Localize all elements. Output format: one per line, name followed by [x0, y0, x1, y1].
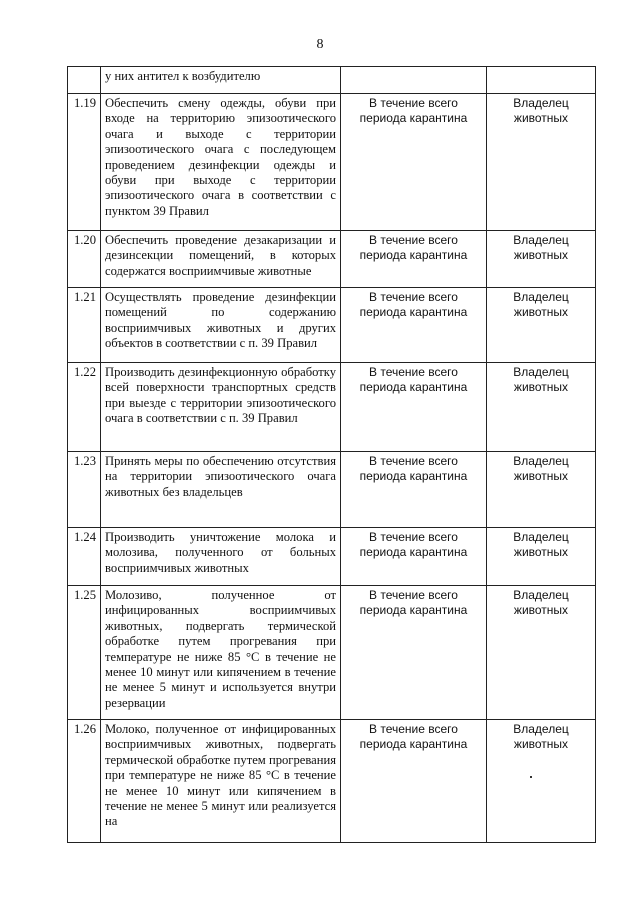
responsible-cell: Владелец животных: [487, 94, 596, 231]
page-number: 8: [316, 37, 324, 52]
item-number-cell: 1.22: [68, 363, 101, 452]
responsible-cell: Владелец животных: [487, 288, 596, 363]
table-row: [68, 452, 596, 528]
responsible-cell: Владелец животных: [487, 586, 596, 720]
table-row: [68, 586, 596, 720]
responsible-cell: [487, 67, 596, 94]
responsible-cell: Владелец животных: [487, 452, 596, 528]
responsible-cell: Владелец животных: [487, 231, 596, 288]
item-number-cell: 1.25: [68, 586, 101, 720]
measure-description-cell: Обеспечить проведение дезакаризации и дезинсекции помещений, в которых содержатся восприимчивые животные: [101, 231, 341, 288]
measure-description-cell: Молоко, полученное от инфицированных восприимчивых животных, подвергать термической обработке путем прогревания при температуре не ниже 85 °С в течение не менее 10 минут или кипячением в течение не менее 5 минут или реализуется на: [101, 720, 341, 843]
table-row: [68, 94, 596, 231]
measure-description-cell: Производить дезинфекционную обработку всей поверхности транспортных средств при выезде с территории эпизоотического очага в соответствии с п. 39 Правил: [101, 363, 341, 452]
measure-description-cell: Осуществлять проведение дезинфекции помещений по содержанию восприимчивых животных и других объектов в соответствии с п. 39 Правил: [101, 288, 341, 363]
table-row: [68, 288, 596, 363]
table-row: [68, 720, 596, 843]
item-number-cell: 1.24: [68, 528, 101, 586]
responsible-cell: Владелец животных: [487, 363, 596, 452]
term-cell: В течение всего периода карантина: [341, 720, 487, 843]
item-number-cell: 1.20: [68, 231, 101, 288]
item-number-cell: [68, 67, 101, 94]
term-cell: В течение всего периода карантина: [341, 363, 487, 452]
term-cell: В течение всего периода карантина: [341, 586, 487, 720]
measure-description-cell: Молозиво, полученное от инфицированных восприимчивых животных, подвергать термической обработке путем прогревания при температуре не ниже 85 °С в течение не менее 10 минут или кипячением в течение не менее 5 минут и используется внутри резервации: [101, 586, 341, 720]
table-row: [68, 363, 596, 452]
measure-description-cell: у них антител к возбудителю: [101, 67, 341, 94]
term-cell: В течение всего периода карантина: [341, 94, 487, 231]
stray-mark: [530, 776, 532, 778]
table-row: [68, 528, 596, 586]
measure-description-cell: Обеспечить смену одежды, обуви при входе на территорию эпизоотического очага и выходе с территории эпизоотического очага с последующем проведением дезинфекции одежды и обуви при выходе с территории эпизоотического очага в соответствии с пунктом 39 Правил: [101, 94, 341, 231]
term-cell: В течение всего периода карантина: [341, 452, 487, 528]
quarantine-measures-table: [67, 66, 596, 843]
measure-description-cell: Принять меры по обеспечению отсутствия на территории эпизоотического очага животных без владельцев: [101, 452, 341, 528]
term-cell: В течение всего периода карантина: [341, 528, 487, 586]
responsible-cell: Владелец животных: [487, 720, 596, 843]
term-cell: В течение всего периода карантина: [341, 231, 487, 288]
item-number-cell: 1.23: [68, 452, 101, 528]
term-cell: В течение всего периода карантина: [341, 288, 487, 363]
table-row: [68, 67, 596, 94]
item-number-cell: 1.26: [68, 720, 101, 843]
term-cell: [341, 67, 487, 94]
measure-description-cell: Производить уничтожение молока и молозива, полученного от больных восприимчивых животных: [101, 528, 341, 586]
responsible-cell: Владелец животных: [487, 528, 596, 586]
table-row: [68, 231, 596, 288]
item-number-cell: 1.19: [68, 94, 101, 231]
item-number-cell: 1.21: [68, 288, 101, 363]
